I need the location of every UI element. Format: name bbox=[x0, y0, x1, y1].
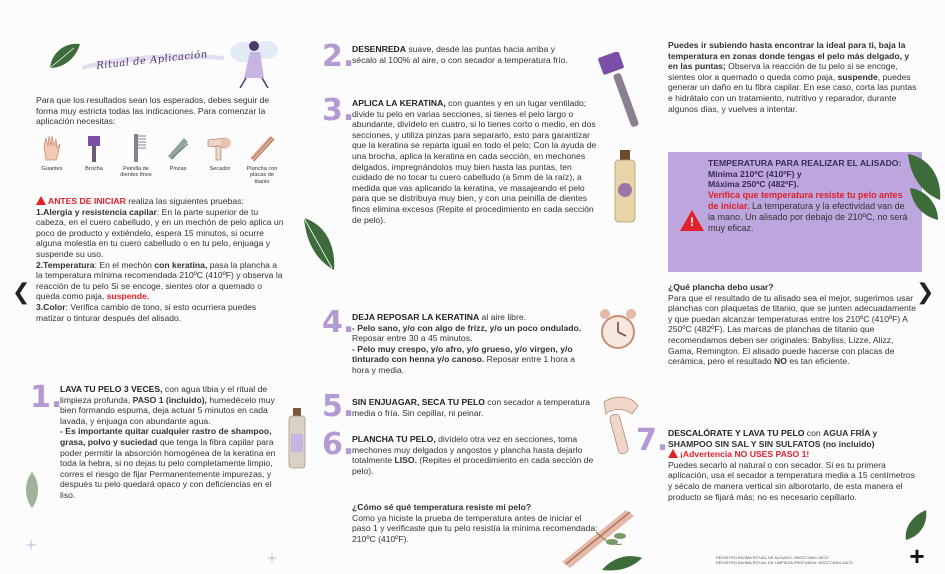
step-7-text-b: Puedes secarlo al natural o con secador. Si es tu primera aplicación, usa el secador a temperatura media a 15 centímetros y sécalo de manera vertical sin alborotarlo, de esta manera el producto se fijará más; no es necesario cepillarlo. bbox=[668, 459, 915, 502]
allergy-title: 1.Alergia y resistencia capilar bbox=[36, 206, 157, 217]
tool-flat-iron bbox=[242, 132, 282, 185]
step-number: 4. bbox=[322, 305, 355, 340]
allergy-text: : En la parte superior de tu cabeza, en el cuero cabelludo, y en un mechón de pelo aplica un poco de producto y extiéndelo, espera 15 minutos, si ocurre alguna molestia en tu cuero cabelludo o en tu pelo, enjuaga y suspende su uso. bbox=[36, 206, 284, 259]
tool-label: Guantes bbox=[41, 166, 63, 172]
temperature-text-b: pasa la plancha a la temperatura mínima recomendada 210ºC (410ºF) y observa la reacción de tu pelo Si se encoge, sientes olor a quemado o queda como paja, bbox=[36, 259, 283, 302]
step-1-text-a: con agua tibia y el ritual de limpieza profunda, bbox=[60, 384, 268, 405]
tool-label: Brocha bbox=[85, 166, 103, 172]
temperature-question-text: Como ya hiciste la prueba de temperatura antes de iniciar el paso 1 y verificaste que tu pelo resistía la mínima recomendada: 210ºC (410ºF). bbox=[352, 512, 598, 544]
before-start-rest: realiza las siguientes pruebas: bbox=[125, 196, 244, 206]
brush-illustration-icon bbox=[596, 52, 644, 132]
which-iron-no: NO bbox=[774, 356, 787, 367]
leaf-icon bbox=[904, 150, 944, 222]
temperature-info-content bbox=[708, 158, 914, 234]
sparkle-icon bbox=[266, 552, 278, 564]
before-start-section bbox=[36, 196, 286, 323]
warning-icon bbox=[668, 449, 678, 458]
step-6-text-b: (Repites el procedimiento en cada sección de pelo). bbox=[352, 455, 594, 476]
step-4-bold-b: - Pelo muy crespo, y/o afro, y/o grueso, y/o virgen, y/o tinturado con henna y/o canoso. bbox=[352, 343, 573, 365]
which-iron-text-b: es tan eficiente. bbox=[786, 356, 850, 367]
step-7-title: DESCALÓRATE Y LAVA TU PELO bbox=[668, 428, 805, 438]
which-iron-block bbox=[668, 282, 920, 367]
before-start-title: ANTES DE INICIAR bbox=[48, 196, 126, 206]
tool-clips bbox=[158, 132, 198, 172]
step-5-title: SIN ENJUAGAR, SECA TU PELO bbox=[352, 397, 485, 407]
step-2-block bbox=[352, 44, 578, 65]
comb-icon bbox=[120, 132, 152, 164]
step-2-title: DESENREDA bbox=[352, 44, 406, 54]
step-1-bold-b: - Es importante quitar cualquier rastro de shampoo, grasa, polvo y suciedad bbox=[60, 426, 272, 447]
adjust-temperature-text-b: , puedes generar un daño en tu fibra capilar. En ese caso, corta las puntas e hidrátalo con un tratamiento, nutritivo y reparador, durante algunos días, y vuelves a intentar. bbox=[668, 71, 917, 114]
temperature-question-title: ¿Cómo sé qué temperatura resiste mi pelo? bbox=[352, 502, 532, 512]
tool-label: Peinilla de dientes finos bbox=[120, 166, 152, 179]
step-number: 6. bbox=[322, 427, 355, 462]
step-6-block bbox=[352, 434, 602, 476]
which-iron-title: ¿Qué plancha debo usar? bbox=[668, 282, 774, 292]
color-title: 3.Color bbox=[36, 301, 66, 312]
clips-icon bbox=[162, 132, 194, 164]
cleansing-bottle-icon bbox=[286, 408, 308, 470]
page-title: Ritual de Aplicación bbox=[95, 49, 209, 72]
step-number: 7. bbox=[636, 423, 669, 458]
step-number: 1. bbox=[30, 380, 63, 415]
step-1-bold-a: PASO 1 (incluido), bbox=[132, 394, 207, 405]
adjust-temperature-suspend: suspende bbox=[837, 71, 878, 82]
step-4-text-c: Reposar entre 1 hora a hora y media. bbox=[352, 354, 576, 375]
registration-footer bbox=[716, 555, 916, 565]
step-1-text-b: humedécelo muy bien formando espuma, deja actuar 5 minutos en cada lavada, y enjuaga con abundante agua. bbox=[60, 394, 275, 426]
adjust-temperature-block bbox=[668, 40, 920, 114]
intro-text: Para que los resultados sean los esperados, debes seguir de forma muy estricta todas las indicaciones. Para comenzar la aplicación necesitas: bbox=[36, 95, 270, 127]
warning-exclamation: ! bbox=[690, 215, 694, 229]
step-4-title: DEJA REPOSAR LA KERATINA bbox=[352, 312, 480, 322]
step-4-bold-a: - Pelo sano, y/o con algo de frizz, y/o un poco ondulado. bbox=[352, 322, 582, 333]
tool-label: Plancha con placas de titanio bbox=[246, 166, 278, 185]
temperature-box-title: TEMPERATURA PARA REALIZAR EL ALISADO: bbox=[708, 158, 902, 168]
temperature-box-text: La temperatura y la efectividad van de la mano. Un alisado por debajo de 210ºC, no será muy eficaz. bbox=[708, 200, 908, 233]
tool-gloves bbox=[32, 132, 72, 172]
tools-row bbox=[32, 132, 284, 190]
keratin-bottle-icon bbox=[612, 150, 638, 224]
temperature-suspend: suspende. bbox=[106, 291, 150, 302]
tool-dryer bbox=[200, 132, 240, 172]
step-3-text: con guantes y en un lugar ventilado; divide tu pelo en varias secciones, si tienes el pelo largo o abundante, divídelo en cuatro, si lo tienes corto o medio, en dos secciones, y utiliza pinzas para separarlo, esto para garantizar que la keratina se reparta igual en todo el pelo; Con la ayuda de una brocha, aplica la keratina en cada sección, en mechones delgados, impregnándolos muy bien hasta las puntas, ten cuidado de no tocar tu cuero cabelludo (a 5mm de la raíz), a medida que vas aplicando la keratina, ve masajeando el pelo para que se distribuya muy bien, y con una peinilla de dientes finos elimina excesos (Repite el procedimiento en cada sección de pelo). bbox=[352, 98, 597, 225]
step-6-bold-a: LISO. bbox=[394, 455, 417, 466]
step-4-block bbox=[352, 312, 592, 376]
warning-icon bbox=[36, 196, 46, 205]
temperature-text-a: : En el mechón bbox=[94, 259, 155, 270]
which-iron-text-a: Para que el resultado de tu alisado sea el mejor, sugerimos usar planchas con plaquetas de titanio, que se junten adecuadamente y que puedan alcanzar temperaturas entre los 210ºC (410ºF) A 250ºC (482ºF). Las marcas de planchas de titanio que recomendamos deben ser originales: Babyliss, Lizze, Alizz, Gama, Remington. El alisado puede hacerse con placas de cerámica, pero el resultado bbox=[668, 292, 916, 367]
prev-arrow-icon[interactable]: ❮ bbox=[12, 280, 31, 305]
temperature-title: 2.Temperatura bbox=[36, 259, 95, 270]
flat-iron-icon bbox=[246, 132, 278, 164]
fairy-illustration-icon bbox=[226, 34, 278, 90]
tool-label: Secador bbox=[209, 166, 231, 172]
tool-comb bbox=[116, 132, 156, 179]
temperature-verify: Verifica que temperatura resiste tu pelo antes de iniciar. bbox=[708, 189, 903, 211]
step-4-text-a: al aire libre. bbox=[479, 312, 526, 322]
step-5-text: con secador a temperatura media o fría. Sin cepillar, ni peinar. bbox=[352, 397, 590, 418]
step-7-text-a: con bbox=[804, 428, 824, 438]
registration-line-2: REGISTRO INVIMA RITUAL DE LIMPIEZA PROFUNDA: NSOC74064-18CO bbox=[716, 560, 853, 565]
leaf-icon bbox=[300, 214, 340, 274]
step-6-title: PLANCHA TU PELO, bbox=[352, 434, 436, 444]
step-7-block bbox=[668, 428, 920, 502]
leaf-icon bbox=[48, 40, 82, 70]
color-text: : Verifica cambio de tono, si esto ocurriera puedes matizar o tinturar después del alisado. bbox=[36, 301, 257, 323]
tool-brush bbox=[74, 132, 114, 172]
expand-plus-icon[interactable]: + bbox=[909, 541, 925, 571]
temperature-info-box bbox=[668, 152, 922, 272]
step-6-text-a: divídelo otra vez en secciones, toma mechones muy delgados y angostos y plancha hasta dejarlo totalmente bbox=[352, 434, 583, 466]
step-2-text: suave, desde las puntas hacia arriba y sécalo al 100% al aire, o con secador a temperatura frío. bbox=[352, 44, 568, 65]
tool-label: Pinzas bbox=[169, 166, 187, 172]
gloves-icon bbox=[36, 132, 68, 164]
step-1-block bbox=[60, 384, 286, 501]
next-arrow-icon[interactable]: ❯ bbox=[916, 280, 935, 305]
step-number: 2. bbox=[322, 39, 355, 74]
step-1-text-c: que tenga la fibra capilar para poder permitir la absorción homogénea de la keratina en toda la hebra, si no dejas tu pelo completamente limpio, corres el riesgo de fijar Permanentemente impurezas, y después tu pelo quedará opaco y con deficiencias en el liso. bbox=[60, 436, 276, 500]
temperature-bold: con keratina, bbox=[154, 259, 208, 270]
sparkle-icon bbox=[24, 538, 38, 552]
step-1-title: LAVA TU PELO 3 VECES, bbox=[60, 384, 163, 394]
step-7-warning: ¡Advertencia NO USES PASO 1! bbox=[680, 449, 810, 460]
leaf-icon bbox=[900, 508, 930, 542]
brush-icon bbox=[78, 132, 110, 164]
temperature-max: Máxima 250ºC (482ºF). bbox=[708, 179, 799, 190]
alarm-clock-icon bbox=[596, 304, 640, 354]
registration-line-1: REGISTRO INVIMA RITUAL DE ALISADO: NSOC74062-18CO bbox=[716, 555, 829, 560]
leaf-icon bbox=[600, 552, 644, 572]
step-3-block bbox=[352, 98, 604, 225]
temperature-min: Mínima 210ºC (410ºF) y bbox=[708, 168, 802, 179]
step-number: 3. bbox=[322, 93, 355, 128]
step-number: 5. bbox=[322, 389, 355, 424]
step-4-text-b: Reposar entre 30 a 45 minutos. bbox=[352, 333, 473, 344]
step-5-block bbox=[352, 397, 592, 418]
step-7-bold-a: AGUA FRÍA y SHAMPOO SIN SAL Y SIN SULFATOS (no incluido) bbox=[668, 428, 878, 449]
step-3-title: APLICA LA KERATINA, bbox=[352, 98, 446, 108]
hair-dryer-icon bbox=[204, 132, 236, 164]
adjust-temperature-bold: Puedes ir subiendo hasta encontrar la ideal para ti, baja la temperatura en zonas donde tengas el pelo más delgado, y en las puntas; bbox=[668, 40, 910, 72]
adjust-temperature-text-a: Observa la reacción de tu pelo si se encoge, sientes olor a quemado o queda como paja, bbox=[668, 61, 898, 82]
leaf-icon bbox=[22, 470, 42, 510]
